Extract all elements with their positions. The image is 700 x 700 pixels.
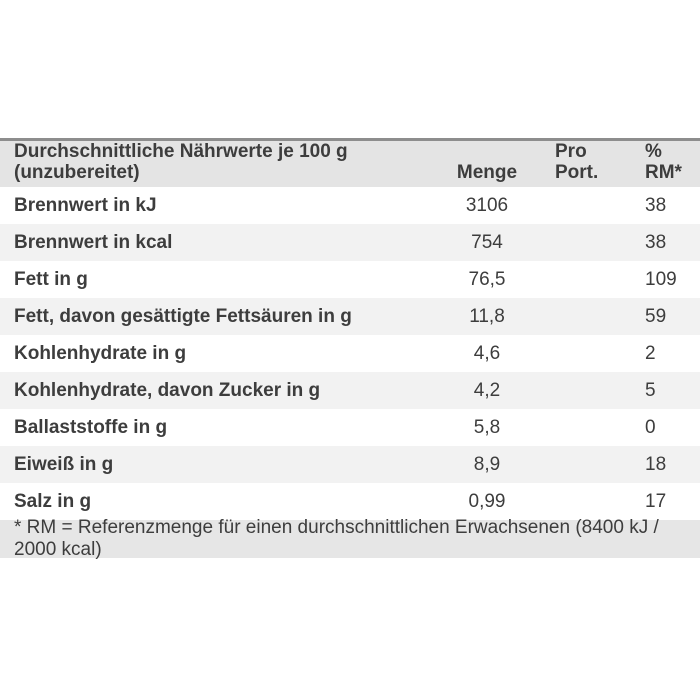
row-label: Ballaststoffe in g	[14, 416, 168, 438]
row-amount-value: 4,2	[473, 379, 501, 401]
table-title-line2: (unzubereitet)	[14, 162, 140, 183]
table-footnote	[0, 517, 700, 560]
row-rm-value: 109	[645, 268, 677, 290]
row-amount-value: 8,9	[473, 453, 501, 475]
column-header-rm-line2: RM*	[645, 162, 682, 183]
row-amount-value: 76,5	[468, 268, 506, 290]
table-header-row	[0, 138, 700, 187]
row-rm-value: 2	[645, 342, 656, 364]
table-title-line1: Durchschnittliche Nährwerte je 100 g	[14, 141, 348, 162]
table-row	[0, 224, 700, 261]
column-header-rm-line1: %	[645, 141, 662, 162]
table-row	[0, 409, 700, 446]
row-rm-value: 38	[645, 194, 667, 216]
column-header-rm	[645, 141, 700, 183]
row-amount-value: 4,6	[473, 342, 501, 364]
row-rm-value: 18	[645, 453, 667, 475]
nutrition-table	[0, 138, 700, 558]
table-title	[0, 141, 437, 183]
table-body	[0, 187, 700, 520]
column-header-amount: Menge	[456, 162, 518, 183]
table-row	[0, 483, 700, 520]
row-rm-value: 17	[645, 490, 667, 512]
row-amount-value: 5,8	[473, 416, 501, 438]
row-rm-value: 38	[645, 231, 667, 253]
table-row	[0, 298, 700, 335]
row-label: Kohlenhydrate, davon Zucker in g	[14, 379, 321, 401]
table-row	[0, 335, 700, 372]
row-label: Brennwert in kcal	[14, 231, 173, 253]
footnote-text: * RM = Referenzmenge für einen durchschnittlichen Erwachsenen (8400 kJ / 2000 kcal)	[14, 517, 659, 560]
row-amount-value: 3106	[465, 194, 509, 216]
row-label: Salz in g	[14, 490, 92, 512]
row-rm-value: 0	[645, 416, 656, 438]
row-amount-value: 0,99	[468, 490, 506, 512]
column-header-portion-line1: Pro	[555, 141, 587, 162]
table-row	[0, 446, 700, 483]
column-header-portion-line2: Port.	[555, 162, 599, 183]
row-label: Kohlenhydrate in g	[14, 342, 187, 364]
row-label: Fett, davon gesättigte Fettsäuren in g	[14, 305, 352, 327]
row-rm-value: 59	[645, 305, 667, 327]
row-label: Fett in g	[14, 268, 88, 290]
row-amount-value: 11,8	[469, 305, 505, 327]
column-header-portion	[537, 141, 645, 183]
table-row	[0, 261, 700, 298]
row-rm-value: 5	[645, 379, 656, 401]
row-amount-value: 754	[471, 231, 503, 253]
row-label: Brennwert in kJ	[14, 194, 157, 216]
table-row	[0, 372, 700, 409]
row-label: Eiweiß in g	[14, 453, 114, 475]
table-row	[0, 187, 700, 224]
